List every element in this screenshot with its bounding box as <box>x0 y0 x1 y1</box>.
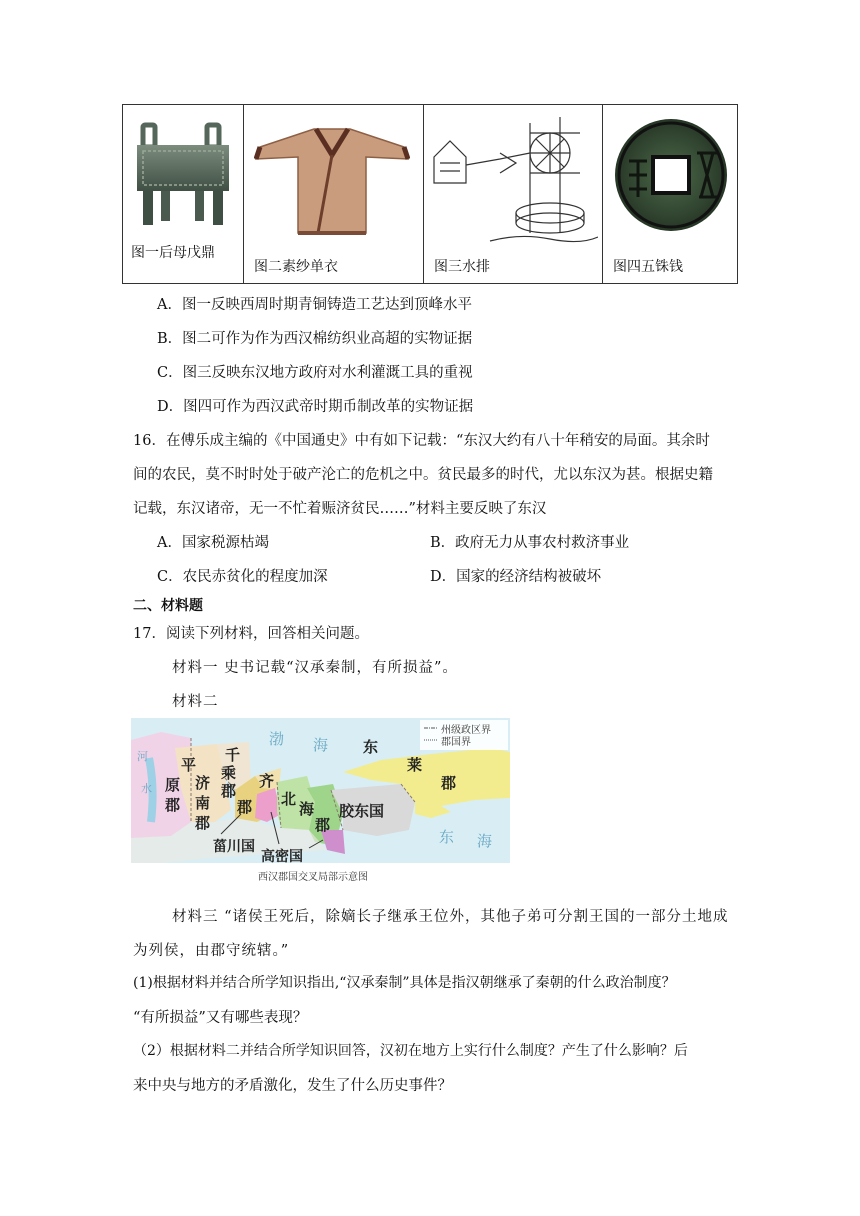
figure-table <box>122 104 738 284</box>
map-label: 原 <box>165 776 181 794</box>
map-legend-commandery: 郡国界 <box>441 737 471 748</box>
map-label: 南 <box>195 794 211 812</box>
map-label: 高密国 <box>261 849 303 863</box>
figure-caption-1: 图一后母戊鼎 <box>131 245 215 261</box>
q16-option-c: C．农民赤贫化的程度加深 <box>157 569 328 585</box>
material-1: 材料一 史书记载“汉承秦制，有所损益”。 <box>172 660 458 676</box>
subquestion-2-line-1: （2）根据材料二并结合所学知识回答，汉初在地方上实行什么制度？产生了什么影响？后 <box>133 1043 688 1059</box>
map-caption: 西汉郡国交叉局部示意图 <box>258 872 368 883</box>
wuzhu-coin-icon <box>613 117 729 233</box>
map-label: 郡 <box>315 816 331 834</box>
map-label: 胶东国 <box>339 802 385 820</box>
figure-caption-4: 图四五铢钱 <box>613 259 683 275</box>
figure-caption-2: 图二素纱单衣 <box>254 259 338 275</box>
map-label: 海 <box>477 832 493 850</box>
q15-option-c: C．图三反映东汉地方政府对水利灌溉工具的重视 <box>157 365 473 381</box>
q17-intro: 17．阅读下列材料，回答相关问题。 <box>133 626 369 642</box>
figure-caption-3: 图三水排 <box>434 259 490 275</box>
q16-line-1: 16．在傅乐成主编的《中国通史》中有如下记载：“东汉大约有八十年稍安的局面。其余时 <box>133 433 710 449</box>
material-3-line-2: 为列侯，由郡守统辖。” <box>133 943 290 959</box>
map-label: 东 <box>363 738 379 756</box>
q15-option-a: A．图一反映西周时期青铜铸造工艺达到顶峰水平 <box>157 297 472 313</box>
map-label: 东 <box>439 828 455 846</box>
map-label: 河 <box>137 750 148 763</box>
map-legend-prefecture: 州级政区界 <box>441 725 491 736</box>
map-label: 海 <box>299 800 315 818</box>
map-label: 莱 <box>407 756 423 774</box>
q16-line-3: 记载，东汉诸帝，无一不忙着赈济贫民……”材料主要反映了东汉 <box>133 501 547 517</box>
figure-cell-2 <box>244 105 424 283</box>
map-label: 郡 <box>237 798 253 816</box>
q15-option-b: B．图二可作为作为西汉棉纺织业高超的实物证据 <box>157 331 473 347</box>
map-label: 渤 <box>269 730 285 748</box>
map-label: 海 <box>313 736 329 754</box>
map-label: 郡 <box>195 814 211 832</box>
figure-cell-3 <box>424 105 603 283</box>
figure-cell-1 <box>123 105 244 283</box>
figure-cell-4 <box>603 105 739 283</box>
map-label: 菑川国 <box>213 839 255 855</box>
water-bellows-icon <box>430 113 598 245</box>
map-label: 千 <box>225 746 241 764</box>
silk-robe-icon <box>254 125 410 237</box>
section-title: 二、材料题 <box>133 598 203 614</box>
map-label: 郡 <box>165 796 181 814</box>
map-label: 水 <box>141 782 152 795</box>
q16-option-a: A．国家税源枯竭 <box>157 535 269 551</box>
q16-option-b: B．政府无力从事农村救济事业 <box>430 535 630 551</box>
material-3-line-1: 材料三 “诸侯王死后，除嫡长子继承王位外，其他子弟可分割王国的一部分土地成 <box>172 909 729 925</box>
q15-option-d: D．图四可作为西汉武帝时期币制改革的实物证据 <box>157 399 474 415</box>
map-label: 齐 <box>259 772 275 790</box>
han-commandery-map <box>131 718 510 863</box>
subquestion-1-line-1: (1)根据材料并结合所学知识指出,“汉承秦制”具体是指汉朝继承了秦朝的什么政治制度？ <box>133 975 676 991</box>
q16-line-2: 间的农民，莫不时时处于破产沦亡的危机之中。贫民最多的时代，尤以东汉为甚。根据史籍 <box>133 467 713 483</box>
subquestion-1-line-2: “有所损益”又有哪些表现？ <box>133 1010 308 1026</box>
map-label: 济 <box>195 774 211 792</box>
map-label: 乘 <box>221 764 237 782</box>
subquestion-2-line-2: 来中央与地方的矛盾激化，发生了什么历史事件？ <box>133 1078 452 1094</box>
map-label: 郡 <box>441 774 457 792</box>
map-label: 北 <box>281 790 297 808</box>
material-2-label: 材料二 <box>172 694 219 710</box>
bronze-ding-icon <box>131 121 235 229</box>
q16-option-d: D．国家的经济结构被破坏 <box>430 569 602 585</box>
map-label: 平 <box>181 756 197 774</box>
map-label: 郡 <box>221 782 237 800</box>
